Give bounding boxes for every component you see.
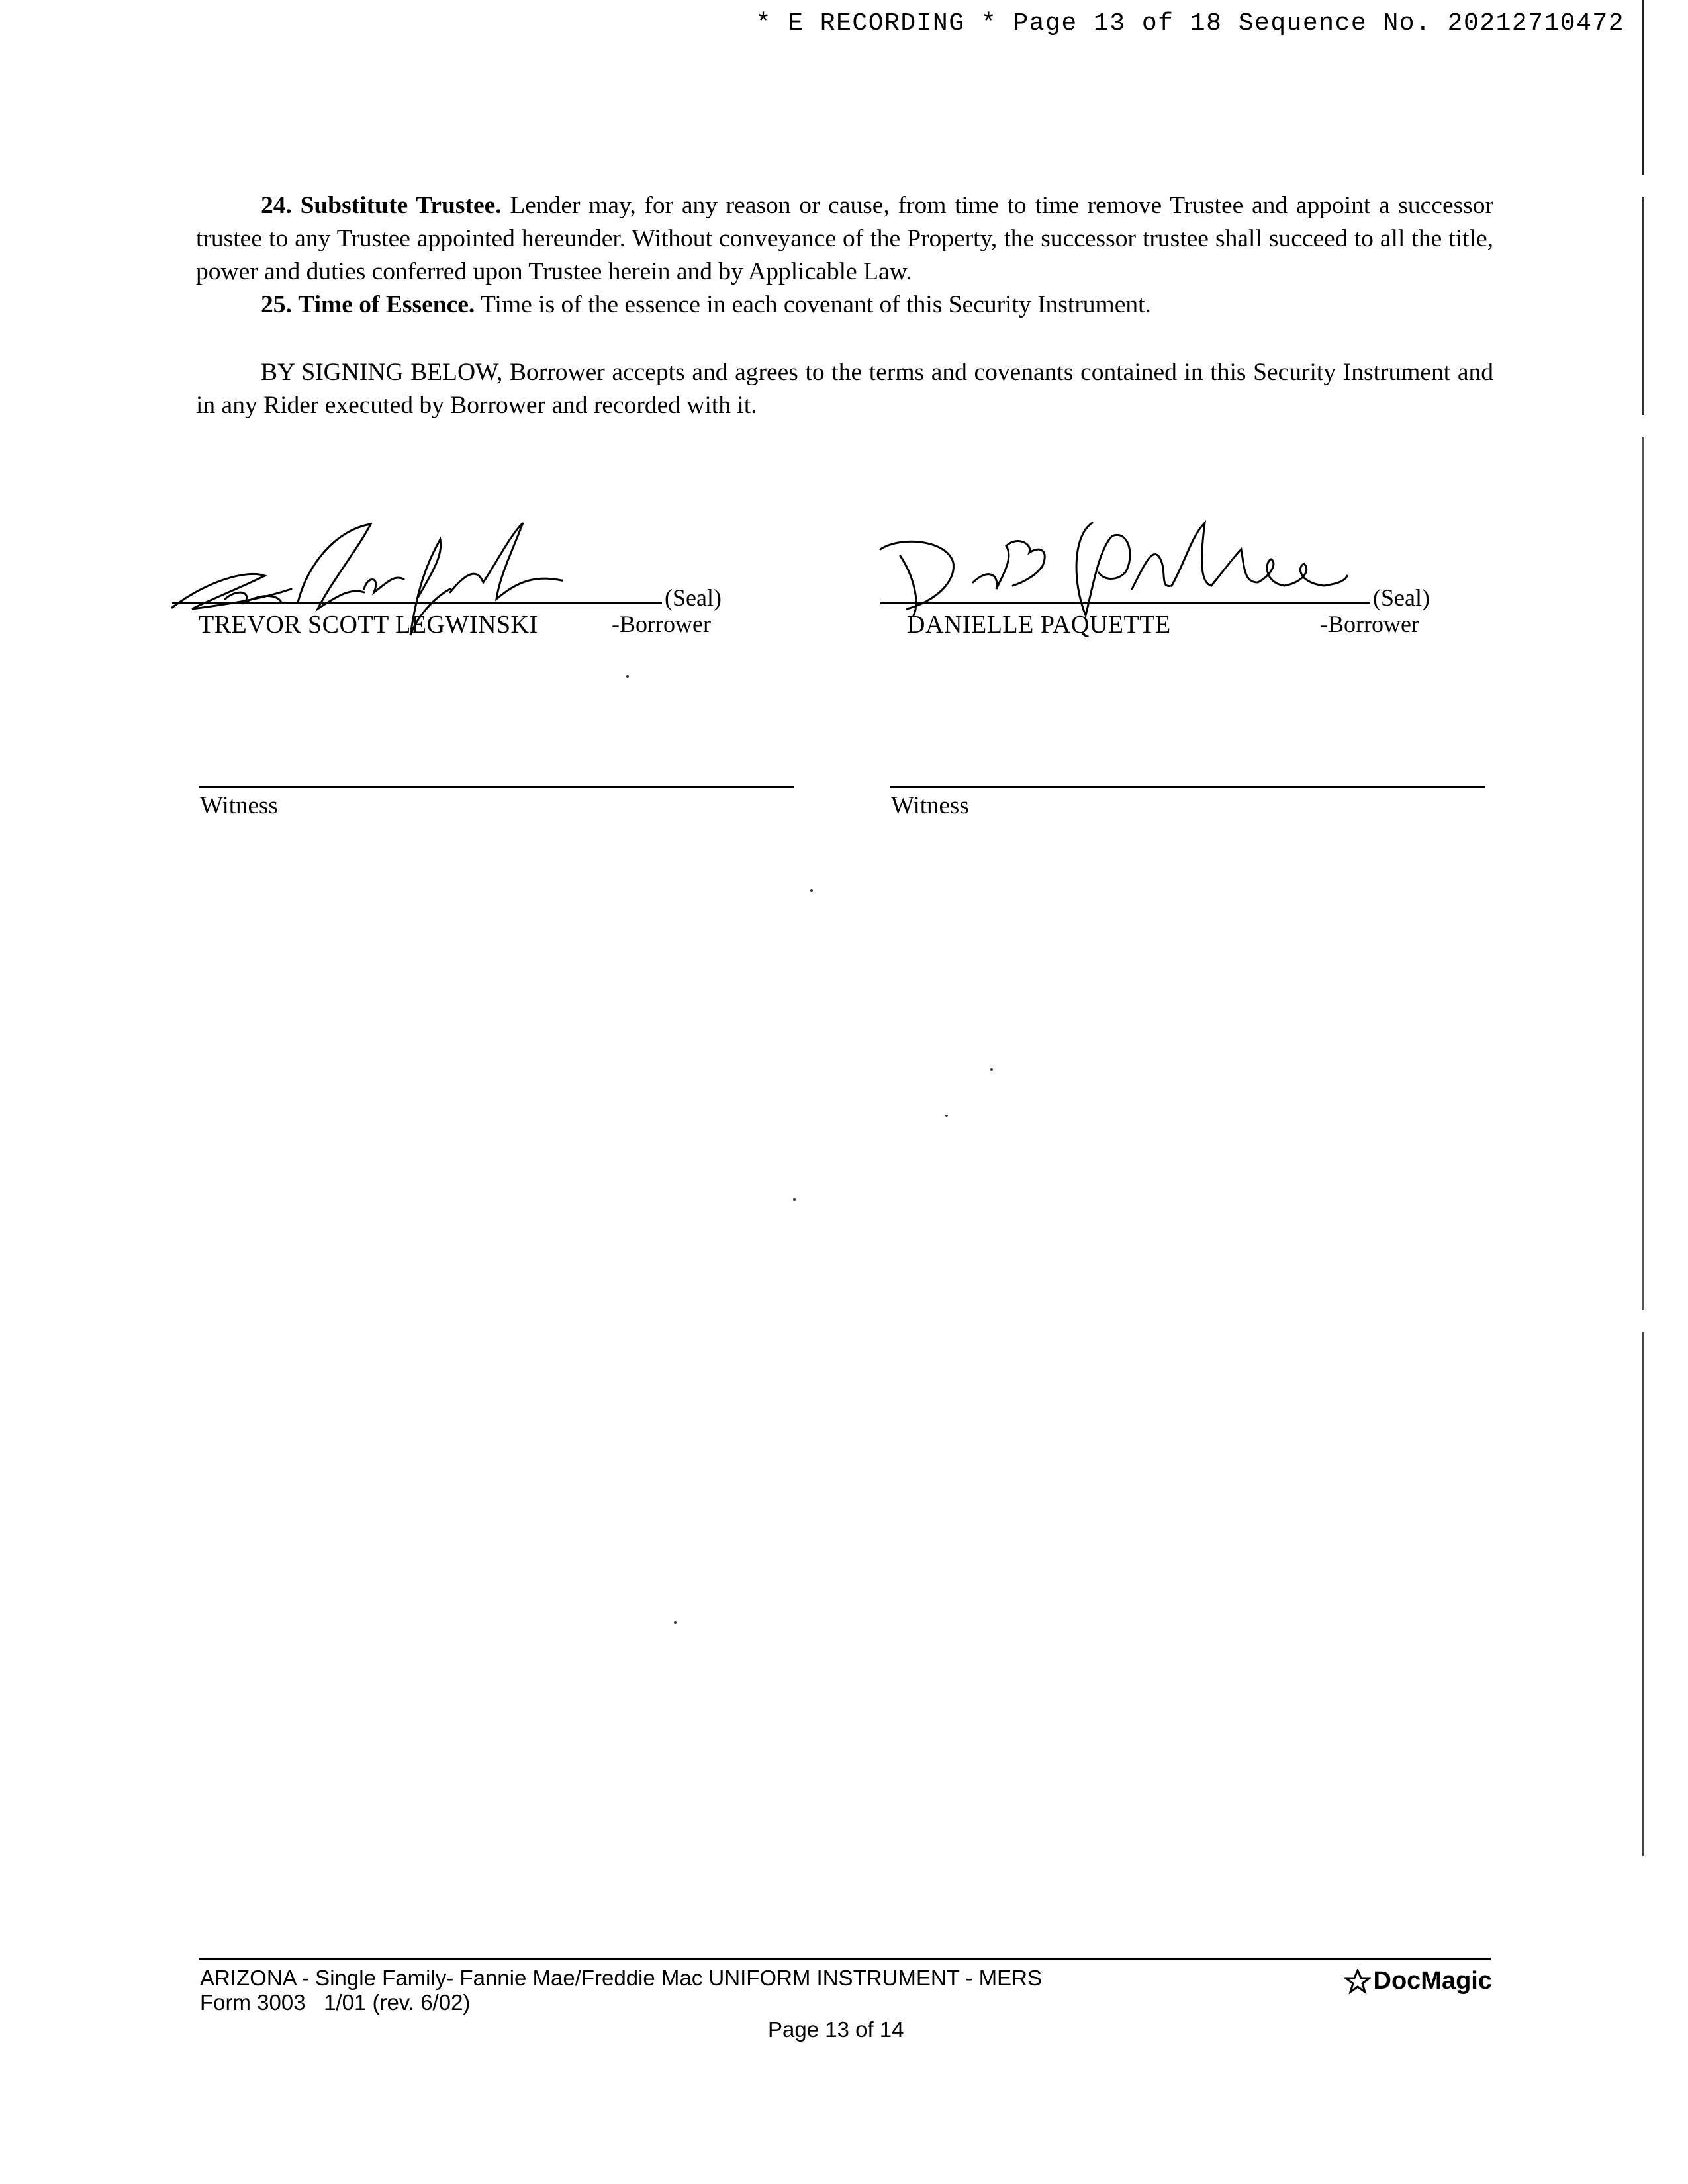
- form-title: ARIZONA - Single Family- Fannie Mae/Freddie Mac UNIFORM INSTRUMENT - MERS: [200, 1966, 1042, 1990]
- section-number: 25.: [261, 291, 292, 318]
- scan-speck: [674, 1621, 677, 1624]
- section-text: Lender may, for any reason or cause, from time to time remove Trustee and appoint a successor trustee to any Trustee appointed hereunder. Without conveyance of the Property, the successor trustee shall succeed to all the title, power and duties conferred upon Trustee herein and by Applicable Law.: [196, 192, 1494, 285]
- borrower-role: -Borrower: [1320, 611, 1419, 637]
- witness-line-2: [890, 786, 1485, 788]
- section-number: 24.: [261, 192, 292, 219]
- section-text: Time is of the essence in each covenant of this Security Instrument.: [480, 291, 1151, 318]
- brand-name: DocMagic: [1373, 1967, 1492, 1995]
- witness-line-1: [199, 786, 794, 788]
- star-icon: [1344, 1969, 1371, 1994]
- scan-speck: [793, 1198, 796, 1201]
- section-title: Substitute Trustee.: [300, 192, 502, 219]
- section-title: Time of Essence.: [298, 291, 475, 318]
- form-number: Form 3003 1/01 (rev. 6/02): [200, 1990, 471, 2015]
- document-body: [196, 189, 1493, 422]
- witness-label-2: Witness: [891, 792, 969, 819]
- borrower-role: -Borrower: [612, 611, 711, 637]
- section-25: [196, 289, 1493, 322]
- scan-speck: [810, 889, 813, 892]
- scan-edge: [1642, 0, 1644, 2184]
- borrower-signature-block-1: [165, 510, 761, 662]
- borrower-signature-block-2: [874, 510, 1470, 662]
- docmagic-logo: [1344, 1967, 1492, 1995]
- witness-label-1: Witness: [200, 792, 278, 819]
- borrower-name: DANIELLE PAQUETTE: [907, 611, 1171, 639]
- borrower-name: TREVOR SCOTT LEGWINSKI: [199, 611, 538, 639]
- seal-label: (Seal): [1373, 584, 1430, 611]
- signing-acknowledgement: BY SIGNING BELOW, Borrower accepts and agrees to the terms and covenants contained in this Security Instrument and in any Rider executed by Borrower and recorded with it.: [196, 359, 1493, 419]
- footer-form-info: [200, 1966, 1042, 2015]
- recording-header: * E RECORDING * Page 13 of 18 Sequence No. 20212710472: [755, 9, 1624, 38]
- signature-line: [880, 602, 1370, 604]
- footer-rule: [199, 1958, 1491, 1960]
- seal-label: (Seal): [665, 584, 722, 611]
- page-number: Page 13 of 14: [768, 2017, 904, 2042]
- scan-speck: [626, 675, 629, 678]
- section-24: [196, 189, 1493, 289]
- signature-line: [172, 602, 662, 604]
- scan-speck: [945, 1115, 948, 1117]
- scan-speck: [990, 1068, 993, 1071]
